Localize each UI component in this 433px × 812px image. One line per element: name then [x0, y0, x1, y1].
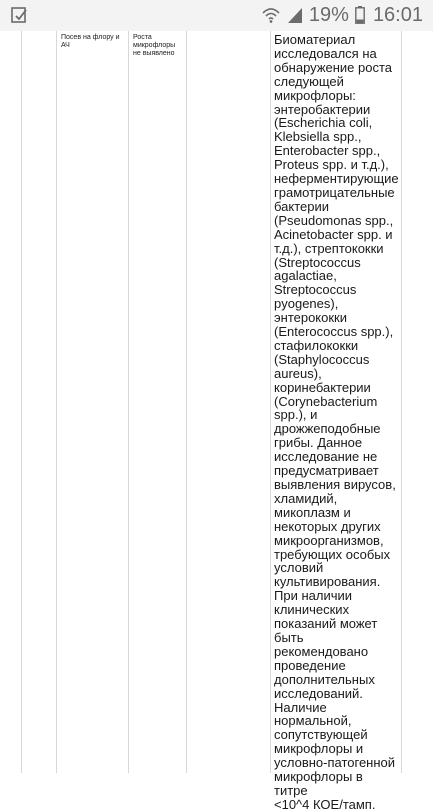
clock: 16:01 — [372, 3, 423, 26]
table-cell-test-name — [57, 31, 129, 773]
clipboard-check-icon — [10, 6, 28, 24]
table-cell-empty — [22, 31, 57, 773]
status-bar — [0, 0, 433, 31]
signal-icon — [287, 6, 303, 24]
test-name: Посев на флору и АЧ — [61, 34, 120, 49]
table-row — [22, 31, 402, 773]
test-comment: Биоматериал исследовался на обнаружение роста следующей микрофлоры: энтеробактерии (Escherichia coli, Klebsiella spp., Enterobacter spp., Proteus spp. и т.д.), неферментирующие грамотрицательные бактерии (Pseudomonas spp., Acinetobacter spp. и т.д.), стрептококки (Streptococcus agalactiae, Streptococcus pyogenes), энтерококки (Enterococcus spp.), стафилококки (Staphylococcus aureus), коринебактерии (Corynebacterium spp.), и дрожжеподобные грибы. Данное исследование не предусматривает выявления вирусов, хламидий, микоплазм и некоторых других микроорганизмов, требующих особых условий культивирования. При наличии клинических показаний может быть рекомендовано проведение дополнительных исследований. Наличие нормальной, сопутствующей микрофлоры и условно-патогенной микрофлоры в титре <10^4 КОЕ/тамп. — [274, 32, 399, 812]
page-content — [0, 31, 433, 812]
results-table — [21, 31, 402, 812]
battery-icon — [355, 6, 365, 24]
table-cell-result — [129, 31, 187, 773]
wifi-icon — [261, 6, 281, 24]
table-cell-comment — [271, 31, 402, 812]
table-cell-reference — [187, 31, 271, 773]
status-indicators — [261, 4, 423, 26]
battery-percent: 19% — [308, 3, 349, 26]
test-result: Роста микрофлоры не выявлено — [133, 34, 176, 57]
